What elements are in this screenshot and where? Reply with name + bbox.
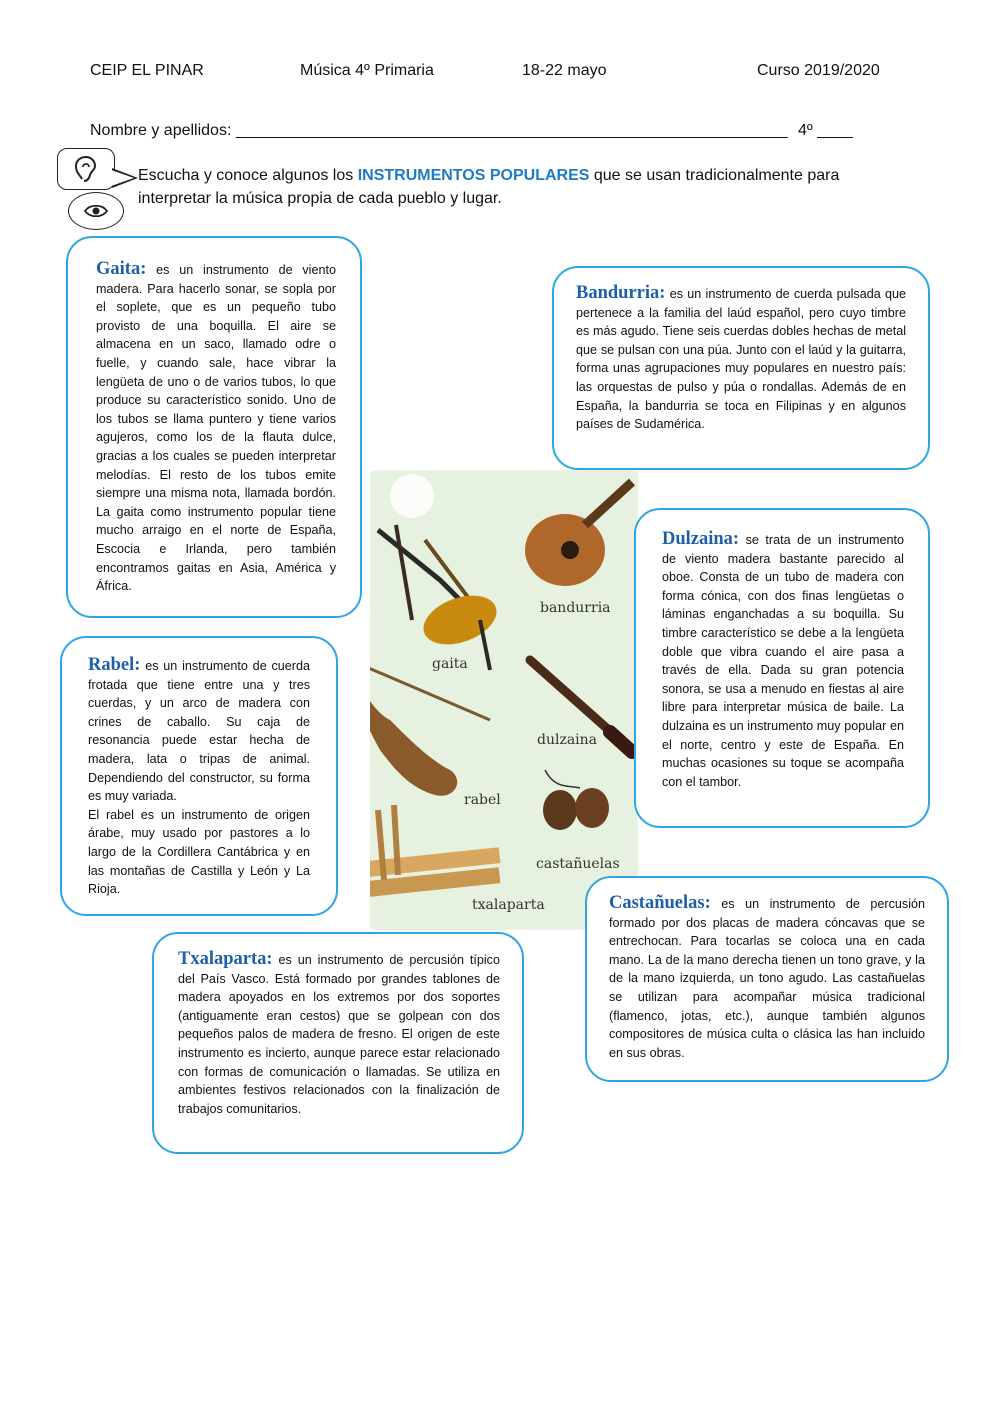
card-bandurria xyxy=(552,266,930,470)
rabel-title: Rabel: xyxy=(88,655,141,675)
rabel-text-2: El rabel es un instrumento de origen árabe, muy usado por pastores a lo largo de la Cordillera Cantábrica y en las montañas de Castilla y León y La Rioja. xyxy=(88,807,310,897)
rabel-drawing xyxy=(370,660,490,796)
bandurria-title: Bandurria: xyxy=(576,283,666,303)
dulzaina-text: se trata de un instrumento de viento madera bastante parecido al oboe. Consta de un tubo de madera con forma cónica, con dos finas lengüetas o láminas enganchadas a su boquilla. Su timbre característico se debe a la lengüeta doble que vibra cuando el aire pasa a través de ella. Dada su gran potencia sonora, se usa a menudo en fiestas al aire libre para interpretar música de baile. La dulzaina es un instrumento muy popular en el norte, centro y este de España. En muchas ocasiones su toque se acompaña con el tambor. xyxy=(662,533,904,789)
castanuelas-drawing xyxy=(543,770,609,830)
course: Curso 2019/2020 xyxy=(757,62,880,79)
label-bandurria: bandurria xyxy=(540,600,611,616)
castanuelas-title: Castañuelas: xyxy=(609,893,711,913)
name-label: Nombre y apellidos: xyxy=(90,122,232,139)
txalaparta-text: es un instrumento de percusión típico del País Vasco. Está formado por grandes tablones de madera apoyados en los extremos por dos soportes (antiguamente eran cestos) que se golpean con dos pequeños palos de madera de fresno. El origen de este instrumento es incierto, aunque parece estar relacionado con formas de comunicación o llamadas. Se utiliza en ambientes festivos relacionados con la finalización de trabajos comunitarios. xyxy=(178,953,500,1116)
eye-icon xyxy=(68,192,124,230)
bandurria-text: es un instrumento de cuerda pulsada que pertenece a la familia del laúd español, pero cuyo timbre es más agudo. Tiene seis cuerdas dobles hechas de metal que se pulsan con una púa. Junto con el laúd y la guitarra, forma unas agrupaciones muy populares en nuestro país: las orquestas de pulso y púa o rondallas. Además de en España, la bandurria se toca en Filipinas y en algunos países de Sudamérica. xyxy=(576,287,906,432)
label-dulzaina: dulzaina xyxy=(537,732,598,748)
subject: Música 4º Primaria xyxy=(300,62,434,79)
school-name: CEIP EL PINAR xyxy=(90,62,204,79)
name-line xyxy=(90,122,853,140)
card-castanuelas xyxy=(585,876,949,1082)
card-txalaparta xyxy=(152,932,524,1154)
label-rabel: rabel xyxy=(464,792,501,808)
card-dulzaina xyxy=(634,508,930,828)
label-txalaparta: txalaparta xyxy=(472,897,545,913)
ear-icon xyxy=(57,148,115,190)
speech-tail-fill xyxy=(111,170,134,186)
txalaparta-title: Txalaparta: xyxy=(178,949,273,969)
gaita-title: Gaita: xyxy=(96,259,147,279)
intro-highlight: INSTRUMENTOS POPULARES xyxy=(357,167,590,184)
intro-text xyxy=(138,164,878,210)
dates: 18-22 mayo xyxy=(522,62,607,79)
instruments-illustration xyxy=(370,470,638,930)
rabel-text: es un instrumento de cuerda frotada que tiene entre una y tres cuerdas, y un arco de madera con crines de caballo. Su caja de resonancia puede estar hecha de madera, lata o tripas de animal. Dependiendo del constructor, su forma es muy variada. xyxy=(88,659,310,804)
dulzaina-title: Dulzaina: xyxy=(662,529,740,549)
grade-blank[interactable]: 4º ____ xyxy=(798,122,853,139)
intro-before: Escucha y conoce algunos los xyxy=(138,167,358,184)
name-blank[interactable]: ______________________________________________________________ xyxy=(235,122,788,139)
castanuelas-text: es un instrumento de percusión formado por dos placas de madera cóncavas que se entrechocan. Para tocarlas se coloca una en cada mano. La de la mano derecha tienen un tono grave, y la de la mano izquierda, un tono agudo. Las castañuelas se utilizan para acompañar música tradicional (flamenco, jotas, etc.), aunque también algunos compositores de música culta o clásica las han incluido en sus obras. xyxy=(609,897,925,1060)
card-gaita xyxy=(66,236,362,618)
card-rabel xyxy=(60,636,338,916)
txalaparta-drawing xyxy=(370,805,500,899)
label-gaita: gaita xyxy=(432,656,468,672)
bandurria-drawing xyxy=(525,482,632,586)
intro-after: que se usan tradicionalmente para interpretar la música propia de cada pueblo y lugar. xyxy=(138,167,840,207)
gaita-drawing xyxy=(378,525,503,670)
gaita-text: es un instrumento de viento madera. Para hacerlo sonar, se sopla por el soplete, que es un pequeño tubo provisto de una boquilla. El aire se almacena en un saco, llamado odre o fuelle, y cuando sale, hace vibrar la lengüeta de uno o de varios tubos, lo que produce su característico sonido. Uno de los tubos se llama puntero y tiene varios agujeros, como los de la flauta dulce, gracias a los cuales se pueden interpretar melodías. El resto de los tubos emite siempre una misma nota, llamada bordón. La gaita como instrumento popular tiene mucho arraigo en el norte de España, Escocia e Irlanda, pero también encontramos gaitas en Asia, América y África. xyxy=(96,263,336,594)
label-castanuelas: castañuelas xyxy=(536,856,620,872)
